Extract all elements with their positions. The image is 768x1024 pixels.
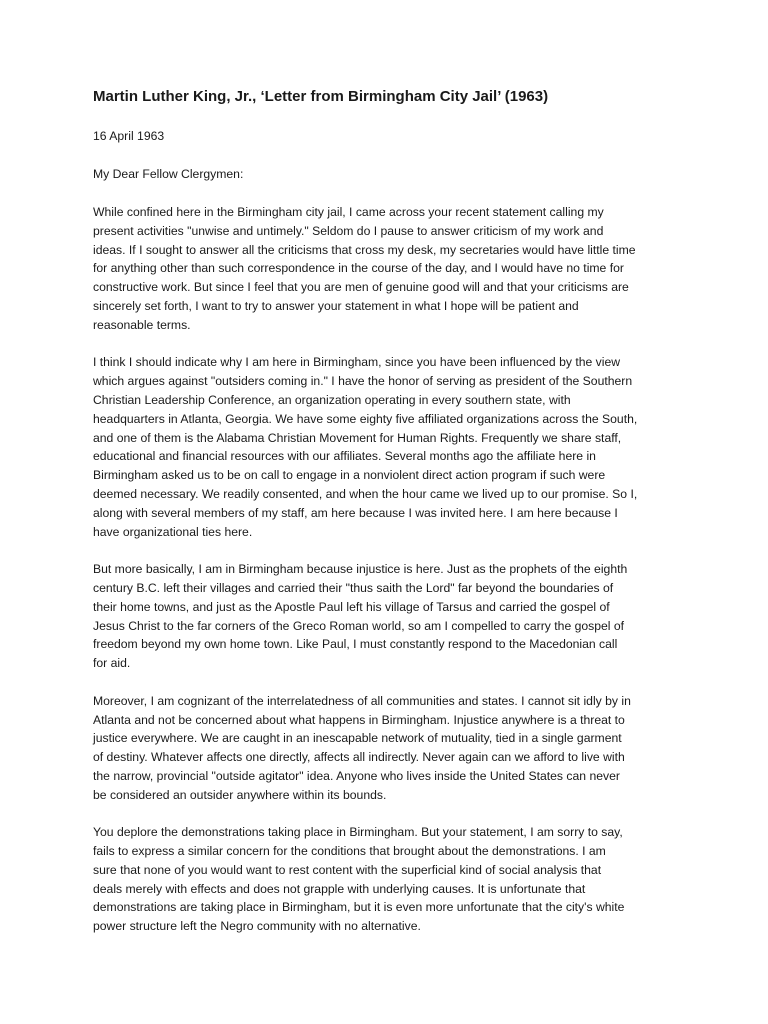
paragraph-line: sincerely set forth, I want to try to answer your statement in what I hope will be patient and [93, 298, 579, 313]
paragraph-line: headquarters in Atlanta, Georgia. We have some eighty five affiliated organizations across the South, [93, 411, 638, 426]
paragraph-line: for anything other than such correspondence in the course of the day, and I would have no time for [93, 261, 624, 276]
paragraph-line: be considered an outsider anywhere within its bounds. [93, 787, 387, 802]
paragraph-line: fails to express a similar concern for the conditions that brought about the demonstrations. I am [93, 844, 606, 859]
paragraph-line: Jesus Christ to the far corners of the Greco Roman world, so am I compelled to carry the gospel of [93, 618, 625, 633]
paragraph-line: and one of them is the Alabama Christian Movement for Human Rights. Frequently we share staff, [93, 430, 622, 445]
paragraph [93, 560, 683, 673]
paragraph-line: Atlanta and not be concerned about what happens in Birmingham. Injustice anywhere is a threat to [93, 712, 625, 727]
paragraph-line: sure that none of you would want to rest content with the superficial kind of social analysis that [93, 862, 602, 877]
paragraph-line: Moreover, I am cognizant of the interrelatedness of all communities and states. I cannot sit idly by in [93, 693, 631, 708]
paragraph-line: have organizational ties here. [93, 524, 253, 539]
paragraph-line: educational and financial resources with our affiliates. Several months ago the affiliate here in [93, 449, 596, 464]
paragraph-line: Birmingham asked us to be on call to engage in a nonviolent direct action program if such were [93, 468, 606, 483]
paragraph-line: demonstrations are taking place in Birmingham, but it is even more unfortunate that the city's white [93, 900, 625, 915]
paragraph-line: deals merely with effects and does not grapple with underlying causes. It is unfortunate that [93, 881, 586, 896]
paragraph-line: Christian Leadership Conference, an organization operating in every southern state, with [93, 392, 571, 407]
document-title: Martin Luther King, Jr., ‘Letter from Birmingham City Jail’ (1963) [93, 88, 549, 105]
letter-body [93, 86, 683, 955]
paragraph-line: deemed necessary. We readily consented, and when the hour came we lived up to our promise. So I, [93, 486, 638, 501]
paragraph-line: reasonable terms. [93, 317, 191, 332]
paragraph-line: But more basically, I am in Birmingham because injustice is here. Just as the prophets of the eighth [93, 562, 628, 577]
paragraph-line: I think I should indicate why I am here in Birmingham, since you have been influenced by the view [93, 355, 621, 370]
paragraph-line: which argues against "outsiders coming in." I have the honor of serving as president of the Southern [93, 374, 633, 389]
paragraph-line: constructive work. But since I feel that you are men of genuine good will and that your criticisms are [93, 280, 629, 295]
paragraph [93, 353, 683, 541]
paragraph-line: present activities "unwise and untimely." Seldom do I pause to answer criticism of my work and [93, 223, 604, 238]
paragraph-line: the narrow, provincial "outside agitator" idea. Anyone who lives inside the United States can never [93, 768, 620, 783]
paragraph [93, 203, 683, 335]
paragraph-line: While confined here in the Birmingham city jail, I came across your recent statement calling my [93, 205, 604, 219]
paragraph-line: power structure left the Negro community with no alternative. [93, 919, 421, 934]
paragraph-line: You deplore the demonstrations taking place in Birmingham. But your statement, I am sorry to say, [93, 825, 623, 840]
paragraph-line: of destiny. Whatever affects one directly, affects all indirectly. Never again can we afford to live with [93, 750, 625, 765]
paragraph [93, 823, 683, 936]
paragraph-line: for aid. [93, 656, 131, 671]
letter-date: 16 April 1963 [93, 129, 165, 143]
paragraph-line: ideas. If I sought to answer all the criticisms that cross my desk, my secretaries would have little time [93, 242, 636, 257]
paragraph-line: justice everywhere. We are caught in an inescapable network of mutuality, tied in a single garment [93, 731, 622, 746]
paragraph-line: century B.C. left their villages and carried their "thus saith the Lord" far beyond the boundaries of [93, 580, 614, 595]
paragraph-line: their home towns, and just as the Apostle Paul left his village of Tarsus and carried the gospel of [93, 599, 610, 614]
paragraph-line: along with several members of my staff, am here because I was invited here. I am here because I [93, 505, 618, 520]
paragraph [93, 692, 683, 805]
salutation: My Dear Fellow Clergymen: [93, 167, 244, 181]
paragraph-list [93, 203, 683, 936]
paragraph-line: freedom beyond my own home town. Like Paul, I must constantly respond to the Macedonian call [93, 637, 618, 652]
